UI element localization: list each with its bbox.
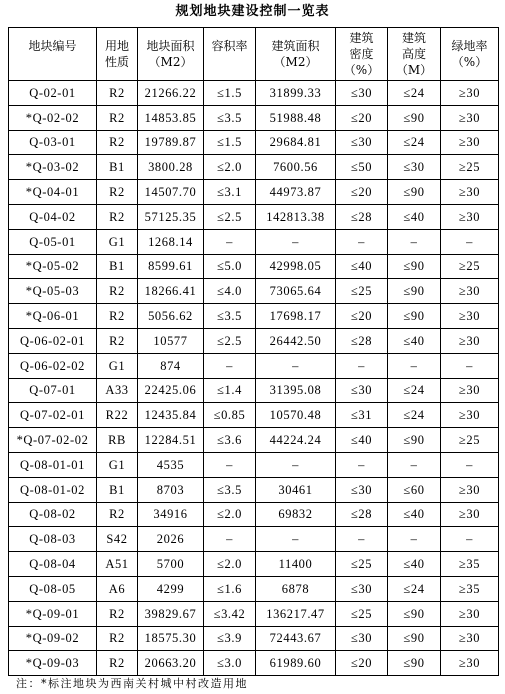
cell-building-height: ≤90	[388, 279, 441, 304]
table-row	[9, 452, 499, 477]
cell-plot-area: 12284.51	[138, 428, 204, 453]
table-row	[9, 601, 499, 626]
cell-floor-area: 11400	[256, 552, 336, 577]
cell-green-ratio: ≥30	[441, 651, 499, 676]
table-row	[9, 155, 499, 180]
cell-building-height: ≤90	[388, 651, 441, 676]
cell-building-density: ≤28	[336, 502, 388, 527]
cell-green-ratio: ≥30	[441, 105, 499, 130]
header-line: 绿地率	[451, 39, 488, 53]
cell-land-use: G1	[97, 452, 138, 477]
cell-floor-area: 31395.08	[256, 378, 336, 403]
cell-plot-area: 3800.28	[138, 155, 204, 180]
header-floor-area	[256, 28, 336, 81]
cell-plot-area: 4299	[138, 576, 204, 601]
cell-land-use: B1	[97, 155, 138, 180]
cell-land-use: R2	[97, 204, 138, 229]
header-plot-id	[9, 28, 97, 81]
cell-green-ratio: ≥35	[441, 552, 499, 577]
cell-plot-area: 12435.84	[138, 403, 204, 428]
cell-floor-area-ratio: ≤3.5	[204, 304, 256, 329]
cell-floor-area-ratio: ≤1.6	[204, 576, 256, 601]
cell-land-use: G1	[97, 229, 138, 254]
cell-building-height: ≤40	[388, 204, 441, 229]
table-row	[9, 651, 499, 676]
cell-green-ratio: ≥30	[441, 626, 499, 651]
cell-plot-id: Q-08-04	[9, 552, 97, 577]
cell-floor-area: 31899.33	[256, 81, 336, 106]
cell-green-ratio: ≥30	[441, 180, 499, 205]
cell-green-ratio: –	[441, 452, 499, 477]
cell-plot-id: *Q-09-02	[9, 626, 97, 651]
cell-land-use: A6	[97, 576, 138, 601]
cell-plot-area: 21266.22	[138, 81, 204, 106]
table-row	[9, 403, 499, 428]
cell-building-density: ≤50	[336, 155, 388, 180]
cell-green-ratio: ≥30	[441, 304, 499, 329]
cell-plot-area: 4535	[138, 452, 204, 477]
cell-building-density: –	[336, 353, 388, 378]
cell-green-ratio: ≥25	[441, 254, 499, 279]
cell-green-ratio: ≥30	[441, 378, 499, 403]
table-header	[9, 28, 499, 81]
cell-building-density: ≤20	[336, 651, 388, 676]
cell-plot-id: Q-05-01	[9, 229, 97, 254]
cell-green-ratio: ≥30	[441, 328, 499, 353]
cell-building-height: ≤90	[388, 428, 441, 453]
cell-floor-area-ratio: ≤3.0	[204, 651, 256, 676]
table-row	[9, 229, 499, 254]
header-row	[9, 28, 499, 81]
cell-building-height: ≤90	[388, 304, 441, 329]
header-line: （%）	[343, 63, 380, 77]
cell-land-use: R2	[97, 180, 138, 205]
cell-floor-area: 7600.56	[256, 155, 336, 180]
cell-land-use: B1	[97, 254, 138, 279]
cell-floor-area-ratio: ≤3.42	[204, 601, 256, 626]
header-land-use	[97, 28, 138, 81]
header-floor-area-ratio	[204, 28, 256, 81]
cell-floor-area-ratio: ≤5.0	[204, 254, 256, 279]
cell-plot-id: *Q-06-01	[9, 304, 97, 329]
cell-floor-area-ratio: ≤4.0	[204, 279, 256, 304]
cell-plot-area: 8703	[138, 477, 204, 502]
cell-plot-area: 57125.35	[138, 204, 204, 229]
cell-floor-area: 42998.05	[256, 254, 336, 279]
cell-green-ratio: ≥25	[441, 428, 499, 453]
cell-green-ratio: ≥30	[441, 403, 499, 428]
cell-plot-area: 874	[138, 353, 204, 378]
cell-green-ratio: –	[441, 353, 499, 378]
cell-land-use: R2	[97, 601, 138, 626]
cell-floor-area-ratio: ≤3.5	[204, 477, 256, 502]
cell-plot-id: Q-02-01	[9, 81, 97, 106]
cell-building-height: –	[388, 353, 441, 378]
cell-land-use: R2	[97, 130, 138, 155]
table-row	[9, 304, 499, 329]
cell-building-height: ≤90	[388, 626, 441, 651]
table-body	[9, 81, 499, 676]
header-green-ratio	[441, 28, 499, 81]
cell-plot-area: 2026	[138, 527, 204, 552]
cell-floor-area: 73065.64	[256, 279, 336, 304]
cell-floor-area-ratio: ≤2.5	[204, 204, 256, 229]
cell-building-density: ≤20	[336, 105, 388, 130]
cell-plot-id: *Q-05-02	[9, 254, 97, 279]
header-line: 地块编号	[28, 39, 77, 53]
cell-floor-area: 44973.87	[256, 180, 336, 205]
cell-building-density: ≤40	[336, 428, 388, 453]
table-row	[9, 204, 499, 229]
cell-floor-area-ratio: ≤2.5	[204, 328, 256, 353]
cell-floor-area: 69832	[256, 502, 336, 527]
cell-floor-area: 26442.50	[256, 328, 336, 353]
cell-building-density: ≤28	[336, 328, 388, 353]
cell-land-use: B1	[97, 477, 138, 502]
cell-floor-area-ratio: –	[204, 527, 256, 552]
cell-floor-area: 136217.47	[256, 601, 336, 626]
cell-land-use: R2	[97, 105, 138, 130]
cell-green-ratio: –	[441, 527, 499, 552]
cell-floor-area-ratio: ≤1.5	[204, 130, 256, 155]
table-row	[9, 552, 499, 577]
cell-plot-area: 5056.62	[138, 304, 204, 329]
header-building-height	[388, 28, 441, 81]
cell-floor-area-ratio: ≤3.5	[204, 105, 256, 130]
table-row	[9, 378, 499, 403]
header-line: 建筑	[349, 31, 374, 45]
cell-plot-area: 5700	[138, 552, 204, 577]
header-line: 性质	[104, 55, 129, 69]
table-row	[9, 477, 499, 502]
cell-land-use: R2	[97, 279, 138, 304]
cell-building-height: ≤30	[388, 155, 441, 180]
cell-plot-area: 34916	[138, 502, 204, 527]
cell-land-use: R2	[97, 502, 138, 527]
cell-building-height: –	[388, 229, 441, 254]
cell-building-density: ≤40	[336, 254, 388, 279]
cell-plot-area: 39829.67	[138, 601, 204, 626]
cell-plot-id: *Q-05-03	[9, 279, 97, 304]
cell-floor-area: –	[256, 353, 336, 378]
cell-building-height: ≤90	[388, 105, 441, 130]
table-row	[9, 81, 499, 106]
cell-building-density: ≤30	[336, 378, 388, 403]
cell-plot-id: *Q-02-02	[9, 105, 97, 130]
header-line: （M）	[395, 63, 433, 77]
cell-building-height: ≤24	[388, 130, 441, 155]
cell-plot-area: 1268.14	[138, 229, 204, 254]
cell-plot-area: 10577	[138, 328, 204, 353]
table-row	[9, 502, 499, 527]
cell-floor-area-ratio: –	[204, 229, 256, 254]
header-line: 密度	[349, 47, 374, 61]
cell-floor-area-ratio: ≤3.9	[204, 626, 256, 651]
table-row	[9, 428, 499, 453]
cell-building-height: –	[388, 527, 441, 552]
cell-plot-id: *Q-04-01	[9, 180, 97, 205]
cell-green-ratio: ≥30	[441, 130, 499, 155]
cell-floor-area: 29684.81	[256, 130, 336, 155]
cell-plot-id: Q-07-01	[9, 378, 97, 403]
cell-floor-area-ratio: ≤1.4	[204, 378, 256, 403]
table-row	[9, 279, 499, 304]
cell-building-height: ≤40	[388, 552, 441, 577]
header-line: 用地	[104, 39, 129, 53]
cell-floor-area: 61989.60	[256, 651, 336, 676]
cell-building-height: ≤24	[388, 403, 441, 428]
cell-plot-id: Q-08-01-02	[9, 477, 97, 502]
cell-plot-area: 18266.41	[138, 279, 204, 304]
cell-plot-id: Q-08-01-01	[9, 452, 97, 477]
cell-land-use: R2	[97, 304, 138, 329]
cell-floor-area: 17698.17	[256, 304, 336, 329]
table-row	[9, 626, 499, 651]
cell-floor-area-ratio: ≤2.0	[204, 502, 256, 527]
cell-plot-area: 18575.30	[138, 626, 204, 651]
cell-building-density: ≤20	[336, 304, 388, 329]
cell-building-density: –	[336, 452, 388, 477]
cell-green-ratio: ≥30	[441, 601, 499, 626]
cell-plot-id: Q-03-01	[9, 130, 97, 155]
table-row	[9, 105, 499, 130]
cell-green-ratio: ≥30	[441, 81, 499, 106]
cell-green-ratio: –	[441, 229, 499, 254]
cell-building-height: ≤40	[388, 328, 441, 353]
cell-floor-area-ratio: ≤1.5	[204, 81, 256, 106]
header-line: （M2）	[148, 55, 193, 69]
cell-plot-area: 20663.20	[138, 651, 204, 676]
cell-building-density: ≤31	[336, 403, 388, 428]
cell-building-height: ≤90	[388, 254, 441, 279]
cell-floor-area-ratio: ≤2.0	[204, 155, 256, 180]
cell-green-ratio: ≥30	[441, 502, 499, 527]
header-plot-area	[138, 28, 204, 81]
table-row	[9, 254, 499, 279]
header-line: 建筑面积	[271, 39, 320, 53]
cell-building-height: ≤40	[388, 502, 441, 527]
cell-land-use: G1	[97, 353, 138, 378]
cell-building-density: –	[336, 229, 388, 254]
cell-building-density: ≤25	[336, 601, 388, 626]
cell-land-use: A33	[97, 378, 138, 403]
cell-plot-id: Q-04-02	[9, 204, 97, 229]
cell-building-density: ≤25	[336, 552, 388, 577]
cell-plot-area: 19789.87	[138, 130, 204, 155]
cell-building-density: ≤30	[336, 576, 388, 601]
cell-building-density: –	[336, 527, 388, 552]
cell-land-use: R22	[97, 403, 138, 428]
cell-floor-area: 72443.67	[256, 626, 336, 651]
cell-plot-id: *Q-07-02-02	[9, 428, 97, 453]
cell-building-density: ≤30	[336, 477, 388, 502]
cell-plot-area: 14853.85	[138, 105, 204, 130]
table-title: 规划地块建设控制一览表	[175, 4, 330, 19]
cell-floor-area: –	[256, 452, 336, 477]
header-line: 高度	[401, 47, 426, 61]
cell-floor-area: 6878	[256, 576, 336, 601]
table-row	[9, 353, 499, 378]
cell-building-height: ≤60	[388, 477, 441, 502]
cell-land-use: R2	[97, 651, 138, 676]
cell-floor-area-ratio: ≤3.1	[204, 180, 256, 205]
cell-building-height: ≤24	[388, 81, 441, 106]
table-row	[9, 527, 499, 552]
cell-floor-area-ratio: ≤3.6	[204, 428, 256, 453]
cell-land-use: S42	[97, 527, 138, 552]
cell-building-density: ≤20	[336, 180, 388, 205]
cell-plot-id: Q-08-02	[9, 502, 97, 527]
header-line: 建筑	[401, 31, 426, 45]
cell-plot-area: 14507.70	[138, 180, 204, 205]
cell-building-height: ≤24	[388, 378, 441, 403]
header-line: 地块面积	[146, 39, 195, 53]
cell-green-ratio: ≥30	[441, 279, 499, 304]
cell-building-height: –	[388, 452, 441, 477]
cell-floor-area-ratio: ≤0.85	[204, 403, 256, 428]
header-line: 容积率	[211, 39, 248, 53]
cell-plot-id: *Q-09-03	[9, 651, 97, 676]
cell-plot-id: Q-06-02-02	[9, 353, 97, 378]
cell-plot-id: Q-06-02-01	[9, 328, 97, 353]
cell-plot-id: Q-08-05	[9, 576, 97, 601]
cell-plot-id: *Q-09-01	[9, 601, 97, 626]
cell-floor-area: –	[256, 229, 336, 254]
footnote: 注：*标注地块为西南关村城中村改造用地	[16, 677, 248, 690]
cell-plot-area: 8599.61	[138, 254, 204, 279]
cell-building-height: ≤24	[388, 576, 441, 601]
cell-green-ratio: ≥30	[441, 204, 499, 229]
cell-plot-id: *Q-03-02	[9, 155, 97, 180]
cell-land-use: RB	[97, 428, 138, 453]
cell-land-use: R2	[97, 81, 138, 106]
cell-floor-area-ratio: –	[204, 452, 256, 477]
table-row	[9, 130, 499, 155]
cell-floor-area: 44224.24	[256, 428, 336, 453]
cell-building-density: ≤25	[336, 279, 388, 304]
header-line: （M2）	[273, 55, 318, 69]
cell-green-ratio: ≥35	[441, 576, 499, 601]
table-row	[9, 576, 499, 601]
cell-plot-id: Q-08-03	[9, 527, 97, 552]
cell-floor-area-ratio: –	[204, 353, 256, 378]
cell-green-ratio: ≥30	[441, 477, 499, 502]
cell-land-use: R2	[97, 328, 138, 353]
cell-plot-area: 22425.06	[138, 378, 204, 403]
header-line: （%）	[451, 55, 488, 69]
plot-control-table	[8, 27, 499, 676]
cell-plot-id: Q-07-02-01	[9, 403, 97, 428]
cell-green-ratio: ≥25	[441, 155, 499, 180]
cell-floor-area: 10570.48	[256, 403, 336, 428]
cell-floor-area: 30461	[256, 477, 336, 502]
cell-floor-area: 142813.38	[256, 204, 336, 229]
cell-floor-area: –	[256, 527, 336, 552]
table-row	[9, 180, 499, 205]
cell-building-density: ≤30	[336, 130, 388, 155]
cell-building-height: ≤90	[388, 601, 441, 626]
header-building-density	[336, 28, 388, 81]
cell-floor-area: 51988.48	[256, 105, 336, 130]
cell-building-height: ≤90	[388, 180, 441, 205]
cell-land-use: R2	[97, 626, 138, 651]
cell-building-density: ≤30	[336, 81, 388, 106]
cell-building-density: ≤28	[336, 204, 388, 229]
cell-land-use: A51	[97, 552, 138, 577]
cell-floor-area-ratio: ≤2.0	[204, 552, 256, 577]
table-row	[9, 328, 499, 353]
cell-building-density: ≤30	[336, 626, 388, 651]
